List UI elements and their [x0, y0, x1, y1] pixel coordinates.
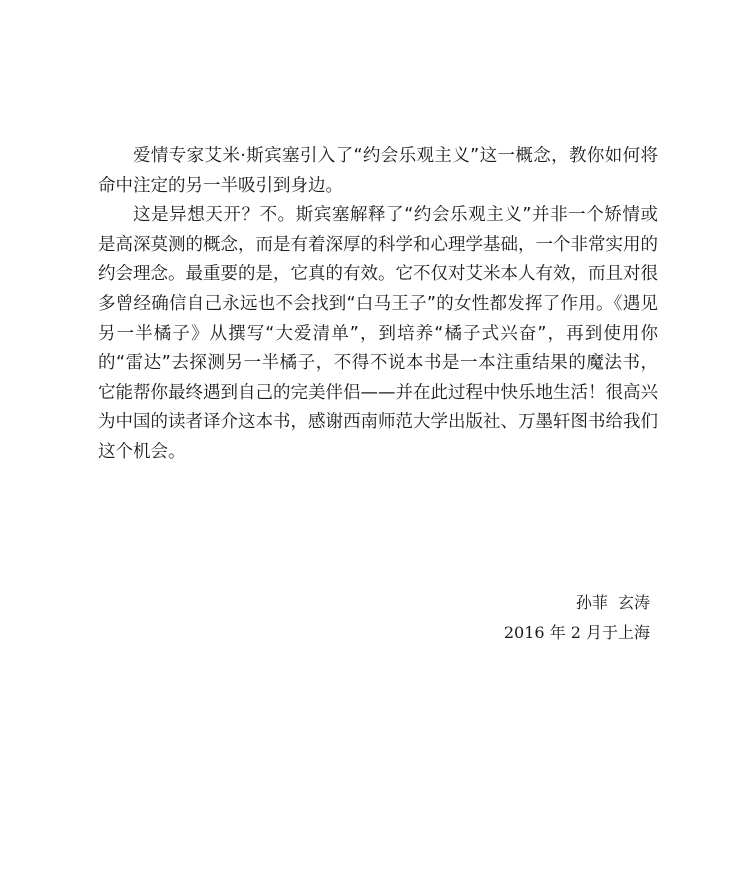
- paragraph-intro: 爱情专家艾米·斯宾塞引入了“约会乐观主义”这一概念，教你如何将命中注定的另一半吸引到身边。: [98, 146, 658, 196]
- preface-body: [98, 142, 658, 468]
- translator-names: 孙菲 玄涛: [575, 593, 650, 612]
- paragraph-main: 这是异想天开？不。斯宾塞解释了“约会乐观主义”并非一个矫情或是高深莫测的概念，而是有着深厚的科学和心理学基础，一个非常实用的约会理念。最重要的是，它真的有效。它不仅对艾米本人有效，而且对很多曾经确信自己永远也不会找到“白马王子”的女性都发挥了作用。《遇见另一半橘子》从撰写“大爱清单”，到培养“橘子式兴奋”，再到使用你的“雷达”去探测另一半橘子，不得不说本书是一本注重结果的魔法书，它能帮你最终遇到自己的完美伴侣——并在此过程中快乐地生活！很高兴为中国的读者译介这本书，感谢西南师范大学出版社、万墨轩图书给我们这个机会。: [98, 205, 658, 462]
- signature-block: [504, 588, 650, 648]
- date-place: 2016 年 2 月于上海: [503, 623, 650, 642]
